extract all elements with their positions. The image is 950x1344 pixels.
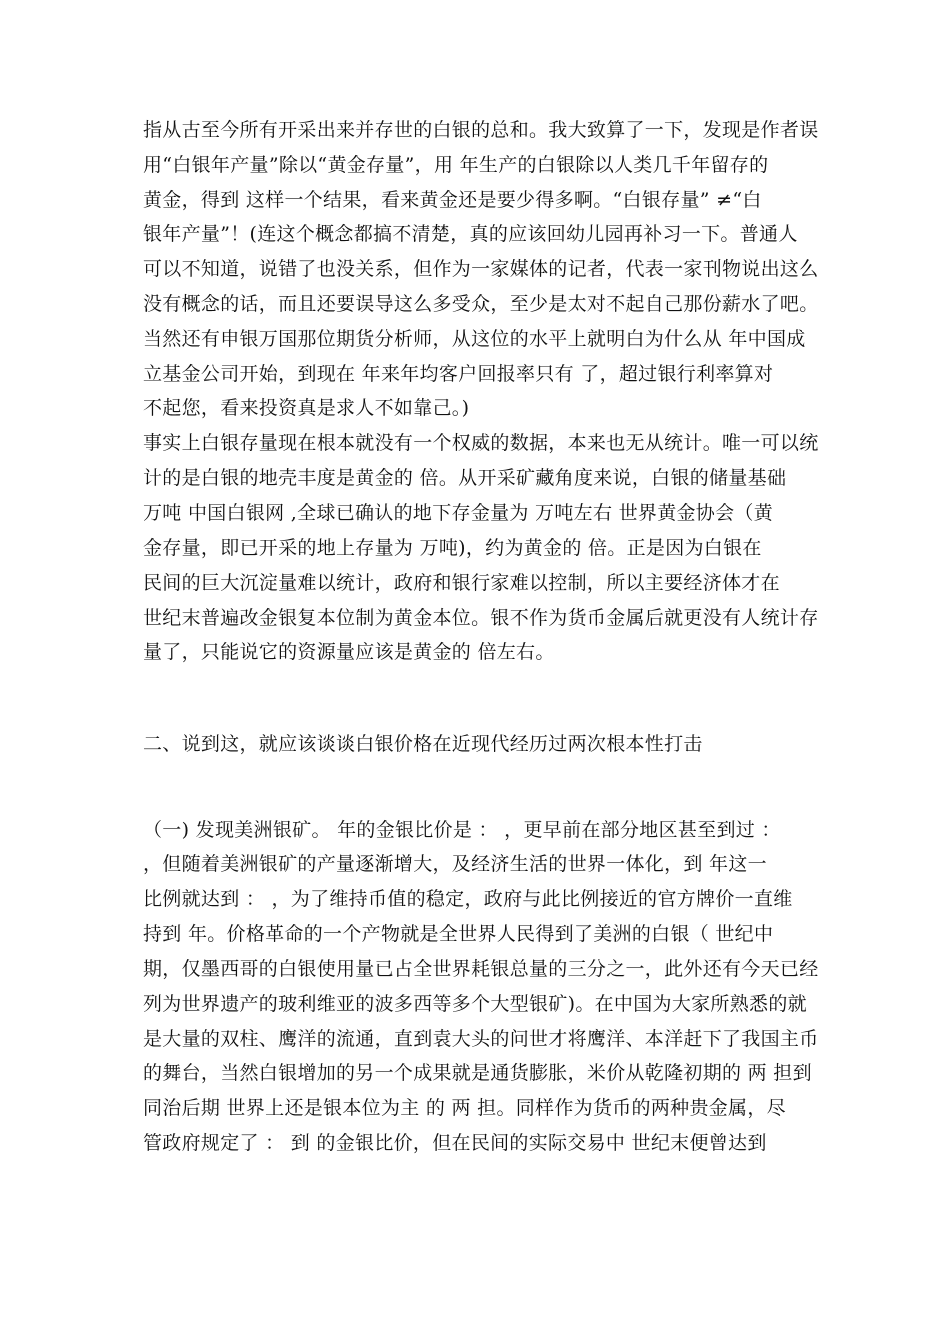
text-line: 期，仅墨西哥的白银使用量已占全世界耗银总量的三分之一，此外还有今天已经	[143, 958, 819, 980]
text-line: 是大量的双柱、鹰洋的流通，直到袁大头的问世才将鹰洋、本洋赶下了我国主币	[143, 1028, 819, 1050]
text-line: 没有概念的话，而且还要误导这么多受众，至少是太对不起自己那份薪水了吧。	[143, 293, 819, 315]
text-line: 指从古至今所有开采出来并存世的白银的总和。我大致算了一下，发现是作者误	[143, 119, 819, 141]
text-line: 立基金公司开始，到现在 年来年均客户回报率只有 了，超过银行利率算对	[143, 363, 774, 385]
text-line: 万吨 中国白银网 ,全球已确认的地下存金量为 万吨左右 世界黄金协会（黄	[143, 502, 773, 524]
text-line: 比例就达到 ： ，为了维持币值的稳定，政府与此比例接近的官方牌价一直维	[143, 888, 793, 910]
text-line: 不起您，看来投资真是求人不如靠己。)	[143, 397, 470, 419]
text-line: 的舞台，当然白银增加的另一个成果就是通货膨胀，米价从乾隆初期的 两 担到	[143, 1062, 812, 1084]
text-line: 列为世界遗产的玻利维亚的波多西等多个大型银矿)。在中国为大家所熟悉的就	[143, 993, 807, 1015]
text-line: 事实上白银存量现在根本就没有一个权威的数据，本来也无从统计。唯一可以统	[143, 432, 819, 454]
text-line: 量了，只能说它的资源量应该是黄金的 倍左右。	[143, 641, 555, 663]
text-line: 民间的巨大沉淀量难以统计，政府和银行家难以控制，所以主要经济体才在	[143, 572, 780, 594]
text-line: （一) 发现美洲银矿。 年的金银比价是 ： ，更早前在部分地区甚至到过 ：	[143, 819, 781, 841]
text-line: 用“白银年产量”除以“黄金存量”，用 年生产的白银除以人类几千年留存的	[143, 154, 769, 176]
section-heading: 二、说到这，就应该谈谈白银价格在近现代经历过两次根本性打击	[143, 733, 703, 755]
text-line: 计的是白银的地壳丰度是黄金的 倍。从开采矿藏角度来说，白银的储量基础	[143, 467, 787, 489]
text-line: 可以不知道，说错了也没关系，但作为一家媒体的记者，代表一家刊物说出这么	[143, 258, 819, 280]
text-line: 同治后期 世界上还是银本位为主 的 两 担。同样作为货币的两种贵金属，尽	[143, 1097, 786, 1119]
text-line: 世纪末普遍改金银复本位制为黄金本位。银不作为货币金属后就更没有人统计存	[143, 607, 819, 629]
text-line: 黄金，得到 这样一个结果，看来黄金还是要少得多啊。“白银存量” ≠“白	[143, 189, 762, 211]
text-line: 管政府规定了 ： 到 的金银比价，但在民间的实际交易中 世纪末便曾达到	[143, 1132, 767, 1154]
text-line: 金存量，即已开采的地上存量为 万吨)，约为黄金的 倍。正是因为白银在	[143, 537, 762, 559]
text-line: 持到 年。价格革命的一个产物就是全世界人民得到了美洲的白银（ 世纪中	[143, 923, 774, 945]
text-line: 银年产量”！(连这个概念都搞不清楚，真的应该回幼儿园再补习一下。普通人	[143, 223, 798, 245]
text-line: 当然还有申银万国那位期货分析师，从这位的水平上就明白为什么从 年中国成	[143, 328, 806, 350]
text-line: ，但随着美洲银矿的产量逐渐增大，及经济生活的世界一体化，到 年这一	[143, 853, 767, 875]
